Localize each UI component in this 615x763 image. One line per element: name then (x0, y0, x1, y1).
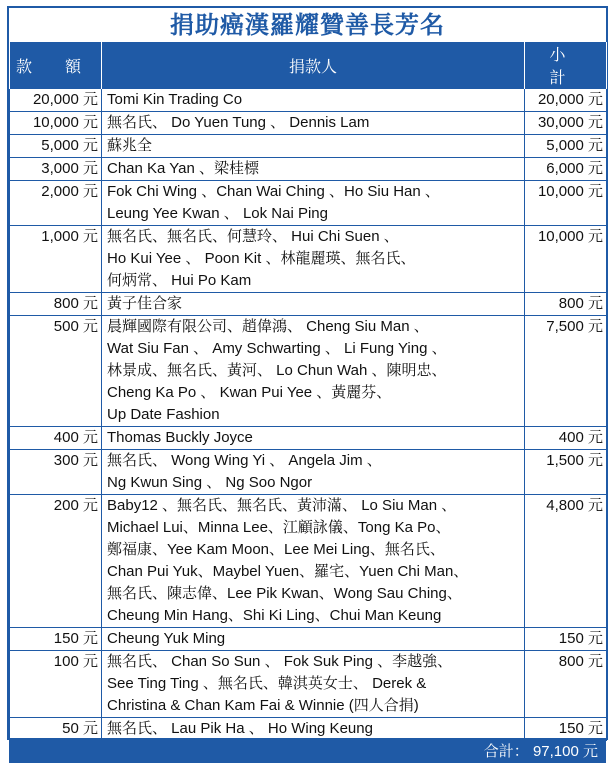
donor-line: 無名氏、 Lau Pik Ha 、 Ho Wing Keung (107, 720, 373, 737)
row-amount: 1,000 元 (10, 226, 102, 293)
table-row (10, 316, 607, 427)
donor-line: 無名氏、陳志偉、Lee Pik Kwan、Wong Sau Ching、 (107, 585, 462, 602)
donor-line: 無名氏、 Do Yuen Tung 、 Dennis Lam (107, 114, 370, 131)
donor-line: Leung Yee Kwan 、 Lok Nai Ping (107, 205, 328, 222)
donor-line: Up Date Fashion (107, 406, 220, 423)
donor-line: Tomi Kin Trading Co (107, 91, 243, 108)
row-subtotal: 150 元 (525, 718, 607, 741)
grand-total: 合計： 97,100 元 (9, 741, 606, 763)
donor-line: Chan Pui Yuk、Maybel Yuen、羅宅、Yuen Chi Man、 (107, 563, 469, 580)
row-donors (102, 718, 525, 741)
donor-line: 何炳常、 Hui Po Kam (107, 272, 252, 289)
table-row (10, 226, 607, 293)
row-subtotal: 30,000 元 (525, 112, 607, 135)
donor-line: Ho Kui Yee 、 Poon Kit 、林龍麗瑛、無名氏、 (107, 250, 416, 267)
row-subtotal: 4,800 元 (525, 495, 607, 628)
table-body (10, 89, 607, 741)
row-donors (102, 158, 525, 181)
row-donors (102, 651, 525, 718)
row-amount: 150 元 (10, 628, 102, 651)
column-header-donors: 捐款人 (102, 42, 525, 89)
donor-line: Chan Ka Yan 、梁桂標 (107, 160, 260, 177)
row-amount: 3,000 元 (10, 158, 102, 181)
table-row (10, 427, 607, 450)
row-amount: 500 元 (10, 316, 102, 427)
row-donors (102, 628, 525, 651)
table-row (10, 112, 607, 135)
row-amount: 20,000 元 (10, 89, 102, 112)
row-subtotal: 800 元 (525, 651, 607, 718)
row-amount: 10,000 元 (10, 112, 102, 135)
row-subtotal: 6,000 元 (525, 158, 607, 181)
row-donors (102, 135, 525, 158)
row-subtotal: 800 元 (525, 293, 607, 316)
donor-line: 黃子佳合家 (107, 295, 183, 312)
donor-line: 無名氏、 Chan So Sun 、 Fok Suk Ping 、李越強、 (107, 653, 453, 670)
row-amount: 400 元 (10, 427, 102, 450)
row-donors (102, 427, 525, 450)
row-amount: 50 元 (10, 718, 102, 741)
table-row (10, 135, 607, 158)
row-amount: 5,000 元 (10, 135, 102, 158)
row-subtotal: 400 元 (525, 427, 607, 450)
row-donors (102, 89, 525, 112)
donor-line: See Ting Ting 、無名氏、韓淇英女士、 Derek & (107, 675, 427, 692)
row-donors (102, 316, 525, 427)
row-subtotal: 7,500 元 (525, 316, 607, 427)
table-header-row (10, 42, 607, 89)
row-donors (102, 450, 525, 495)
table-row (10, 628, 607, 651)
donor-line: 無名氏、無名氏、何慧玲、 Hui Chi Suen 、 (107, 228, 399, 245)
donor-line: 林景成、無名氏、黃河、 Lo Chun Wah 、陳明忠、 (107, 362, 447, 379)
table-row (10, 181, 607, 226)
row-amount: 300 元 (10, 450, 102, 495)
donor-line: Cheung Min Hang、Shi Ki Ling、Chui Man Keung (107, 607, 442, 624)
table-row (10, 495, 607, 628)
row-subtotal: 10,000 元 (525, 181, 607, 226)
row-subtotal: 1,500 元 (525, 450, 607, 495)
table-row (10, 158, 607, 181)
donation-list-panel (7, 6, 608, 760)
row-amount: 200 元 (10, 495, 102, 628)
donor-line: 晨輝國際有限公司、趙偉鴻、 Cheng Siu Man 、 (107, 318, 429, 335)
donor-line: Michael Lui、Minna Lee、江顧詠儀、Tong Ka Po、 (107, 519, 451, 536)
row-amount: 800 元 (10, 293, 102, 316)
donor-line: 無名氏、 Wong Wing Yi 、 Angela Jim 、 (107, 452, 382, 469)
row-amount: 100 元 (10, 651, 102, 718)
row-donors (102, 226, 525, 293)
donor-line: Cheung Yuk Ming (107, 630, 226, 647)
table-row (10, 651, 607, 718)
donation-table (9, 42, 607, 741)
donor-line: 鄭福康、Yee Kam Moon、Lee Mei Ling、無名氏、 (107, 541, 445, 558)
table-row (10, 293, 607, 316)
donor-line: Cheng Ka Po 、 Kwan Pui Yee 、黃麗芬、 (107, 384, 392, 401)
donor-line: Thomas Buckly Joyce (107, 429, 253, 446)
donor-line: Ng Kwun Sing 、 Ng Soo Ngor (107, 474, 313, 491)
donor-line: 蘇兆全 (107, 137, 153, 154)
donor-line: Wat Siu Fan 、 Amy Schwarting 、 Li Fung Ying 、 (107, 340, 447, 357)
row-subtotal: 150 元 (525, 628, 607, 651)
donor-line: Baby12 、無名氏、無名氏、黃沛滿、 Lo Siu Man 、 (107, 497, 457, 514)
table-row (10, 89, 607, 112)
donor-line: Fok Chi Wing 、Chan Wai Ching 、Ho Siu Han 、 (107, 183, 440, 200)
column-header-amount: 款 額 (10, 42, 102, 89)
row-amount: 2,000 元 (10, 181, 102, 226)
table-row (10, 450, 607, 495)
row-donors (102, 495, 525, 628)
row-donors (102, 112, 525, 135)
column-header-subtotal: 小 計 (525, 42, 607, 89)
page-title: 捐助癌漢羅耀贊善長芳名 (170, 11, 445, 39)
row-donors (102, 181, 525, 226)
row-subtotal: 5,000 元 (525, 135, 607, 158)
table-row (10, 718, 607, 741)
row-subtotal: 10,000 元 (525, 226, 607, 293)
donor-line: Christina & Chan Kam Fai & Winnie (四人合捐) (107, 697, 419, 714)
row-subtotal: 20,000 元 (525, 89, 607, 112)
row-donors (102, 293, 525, 316)
